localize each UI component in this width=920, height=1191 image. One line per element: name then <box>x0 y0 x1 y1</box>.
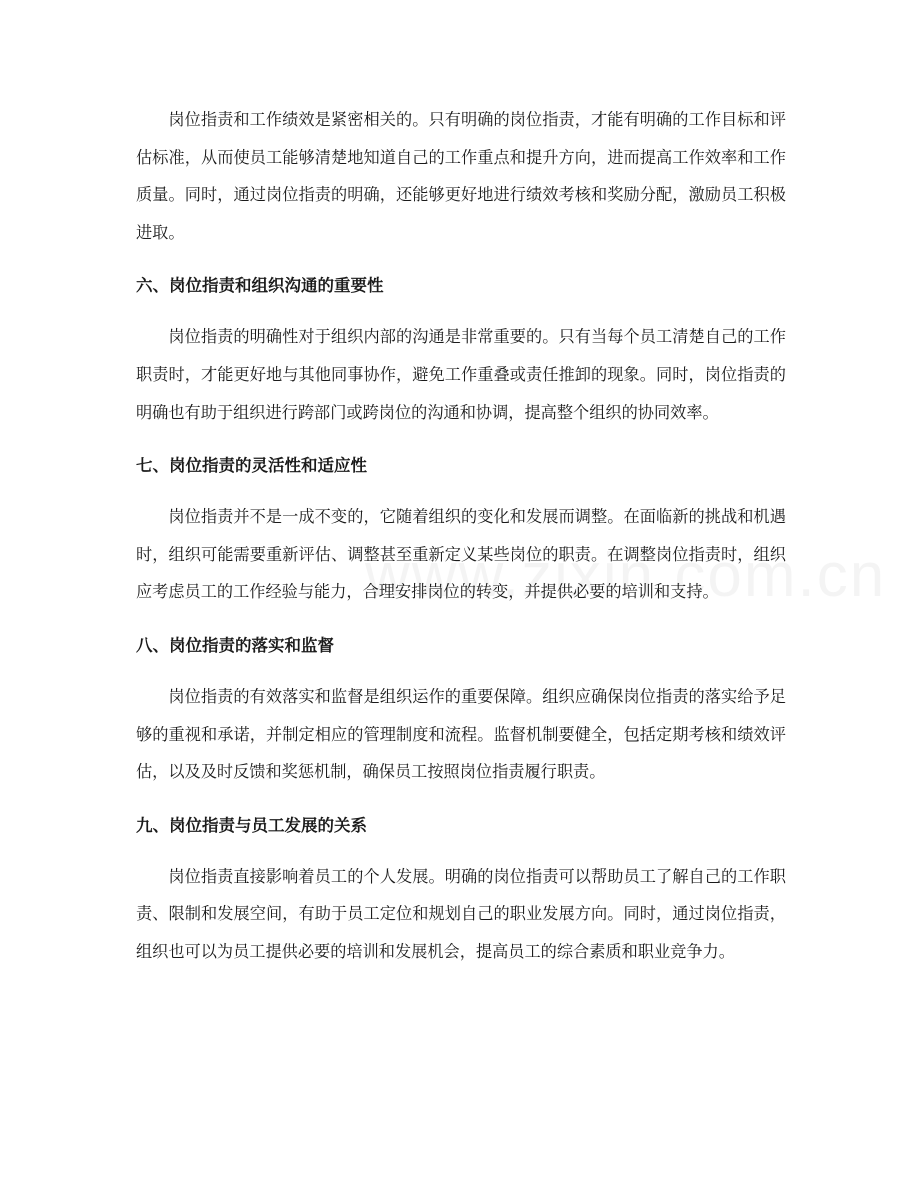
section-8-heading: 八、岗位指责的落实和监督 <box>136 635 334 655</box>
document-body <box>136 101 786 971</box>
section-7-heading: 七、岗位指责的灵活性和适应性 <box>136 456 367 476</box>
intro-paragraph: 岗位指责和工作绩效是紧密相关的。只有明确的岗位指责，才能有明确的工作目标和评估标准，从而使员工能够清楚地知道自己的工作重点和提升方向，进而提高工作效率和工作质量。同时，通过岗位指责的明确，还能够更好地进行绩效考核和奖励分配，激励员工积极进取。 <box>136 110 786 242</box>
section-6-heading: 六、岗位指责和组织沟通的重要性 <box>136 276 384 296</box>
section-7-paragraph: 岗位指责并不是一成不变的，它随着组织的变化和发展而调整。在面临新的挑战和机遇时，组织可能需要重新评估、调整甚至重新定义某些岗位的职责。在调整岗位指责时，组织应考虑员工的工作经验与能力，合理安排岗位的转变，并提供必要的培训和支持。 <box>136 507 786 602</box>
section-6-paragraph: 岗位指责的明确性对于组织内部的沟通是非常重要的。只有当每个员工清楚自己的工作职责时，才能更好地与其他同事协作，避免工作重叠或责任推卸的现象。同时，岗位指责的明确也有助于组织进行跨部门或跨岗位的沟通和协调，提高整个组织的协同效率。 <box>136 327 786 422</box>
section-8-paragraph: 岗位指责的有效落实和监督是组织运作的重要保障。组织应确保岗位指责的落实给予足够的重视和承诺，并制定相应的管理制度和流程。监督机制要健全，包括定期考核和绩效评估，以及及时反馈和奖惩机制，确保员工按照岗位指责履行职责。 <box>136 686 786 782</box>
section-9-paragraph: 岗位指责直接影响着员工的个人发展。明确的岗位指责可以帮助员工了解自己的工作职责、限制和发展空间，有助于员工定位和规划自己的职业发展方向。同时，通过岗位指责，组织也可以为员工提供必要的培训和发展机会，提高员工的综合素质和职业竞争力。 <box>136 866 786 961</box>
section-9-heading: 九、岗位指责与员工发展的关系 <box>136 815 367 835</box>
